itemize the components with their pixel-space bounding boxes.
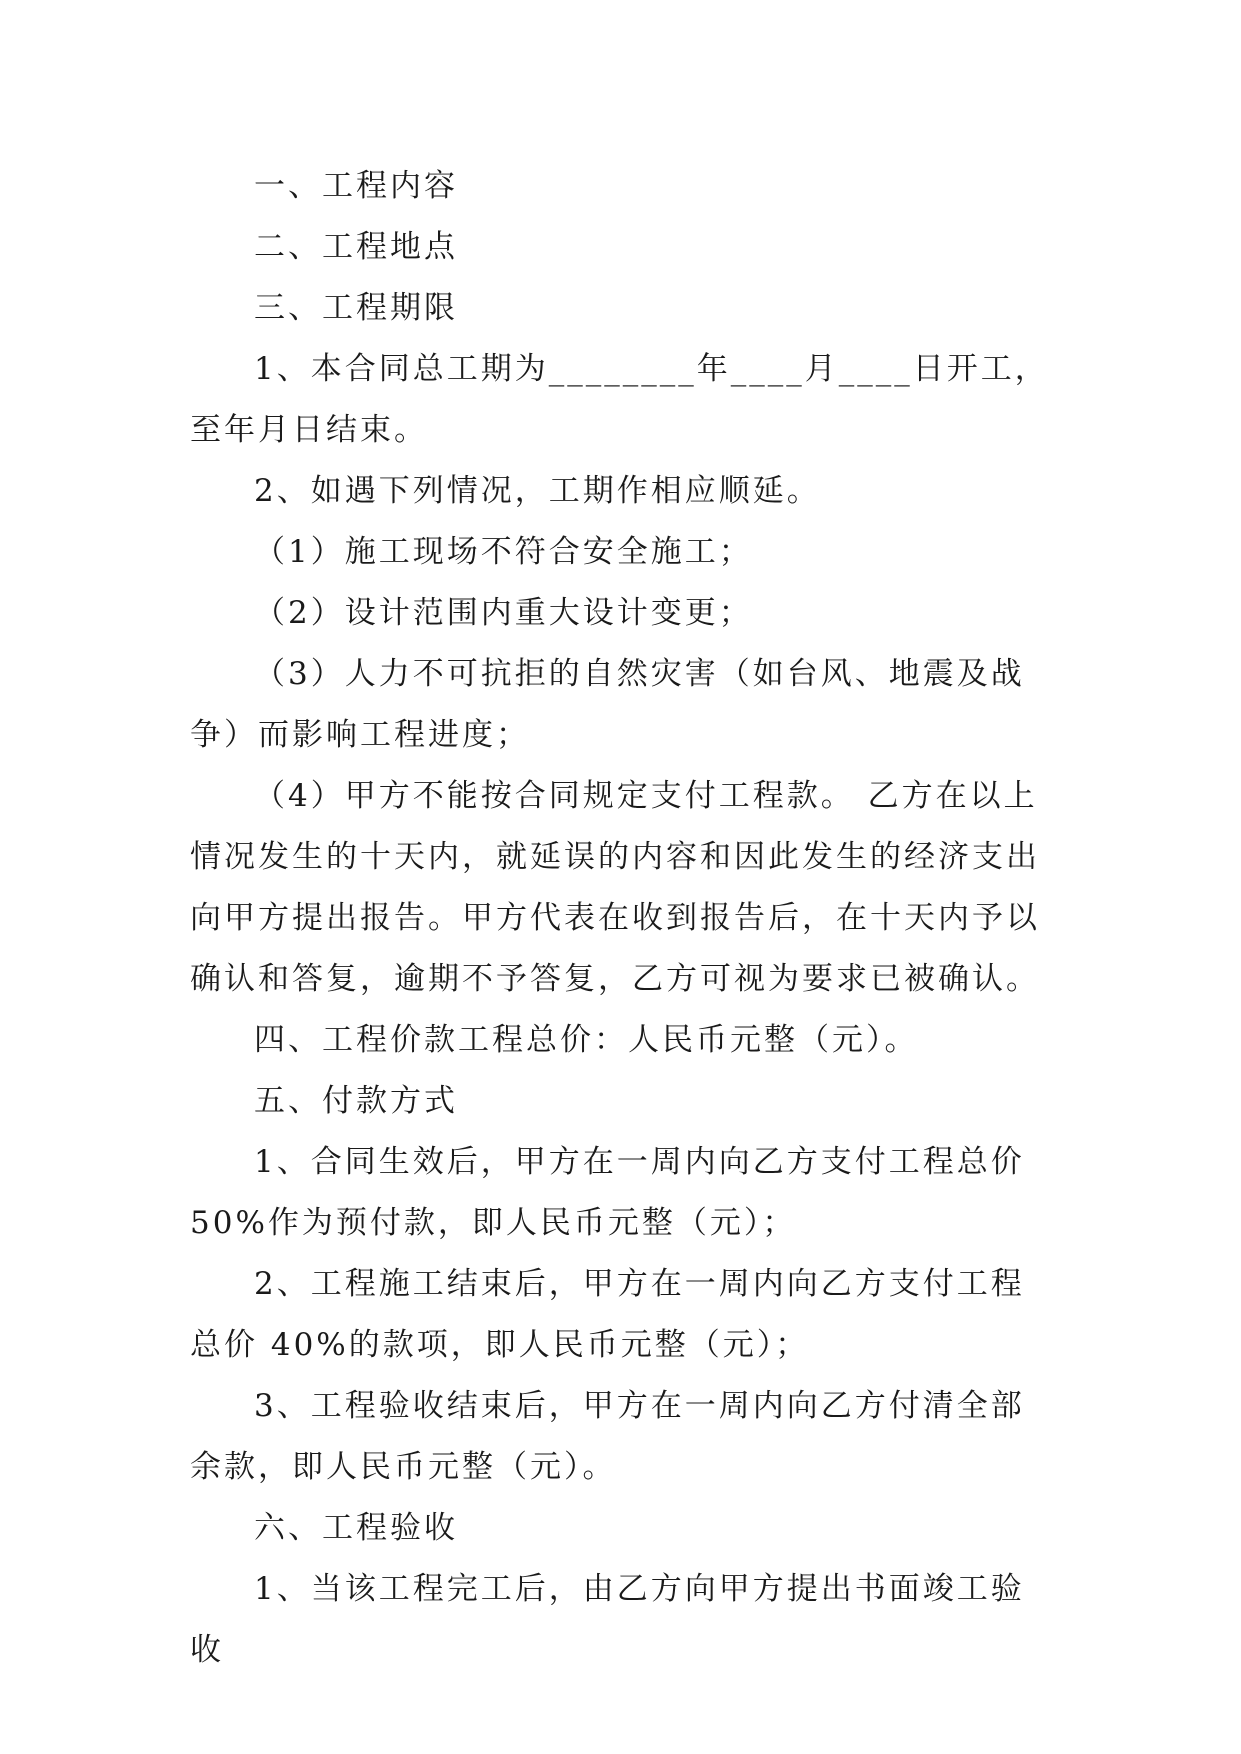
clause-total-duration: 1、本合同总工期为________年____月____日开工，至年月日结束。: [190, 351, 1049, 448]
section-heading-payment-method: 五、付款方式: [254, 1083, 458, 1119]
section-heading-project-price: 四、工程价款工程总价：人民币元整（元）。: [254, 1022, 919, 1058]
payment-clause-2: 2、工程施工结束后，甲方在一周内向乙方支付工程总价 40%的款项，即人民币元整（元）；: [190, 1266, 1025, 1363]
payment-clause-3: 3、工程验收结束后，甲方在一周内向乙方付清全部余款，即人民币元整（元）。: [190, 1388, 1025, 1485]
acceptance-clause-1: 1、当该工程完工后，由乙方向甲方提出书面竣工验收: [190, 1571, 1025, 1668]
condition-item-2: （2）设计范围内重大设计变更；: [254, 595, 753, 631]
payment-clause-1: 1、合同生效后，甲方在一周内向乙方支付工程总价 50%作为预付款，即人民币元整（元）；: [190, 1144, 1038, 1241]
condition-item-1: （1）施工现场不符合安全施工；: [254, 534, 753, 570]
section-heading-project-acceptance: 六、工程验收: [254, 1510, 458, 1546]
section-heading-project-content: 一、工程内容: [254, 168, 458, 204]
section-heading-project-duration: 三、工程期限: [254, 290, 458, 326]
condition-item-3: （3）人力不可抗拒的自然灾害（如台风、地震及战争）而影响工程进度；: [190, 656, 1025, 753]
section-heading-project-location: 二、工程地点: [254, 229, 458, 265]
document-body: [190, 156, 1050, 1681]
clause-extension-conditions: 2、如遇下列情况，工期作相应顺延。: [254, 473, 821, 509]
condition-item-4: （4）甲方不能按合同规定支付工程款。 乙方在以上情况发生的十天内，就延误的内容和因此发生的经济支出向甲方提出报告。甲方代表在收到报告后，在十天内予以确认和答复，逾期不予答复，乙方可视为要求已被确认。: [190, 778, 1040, 997]
